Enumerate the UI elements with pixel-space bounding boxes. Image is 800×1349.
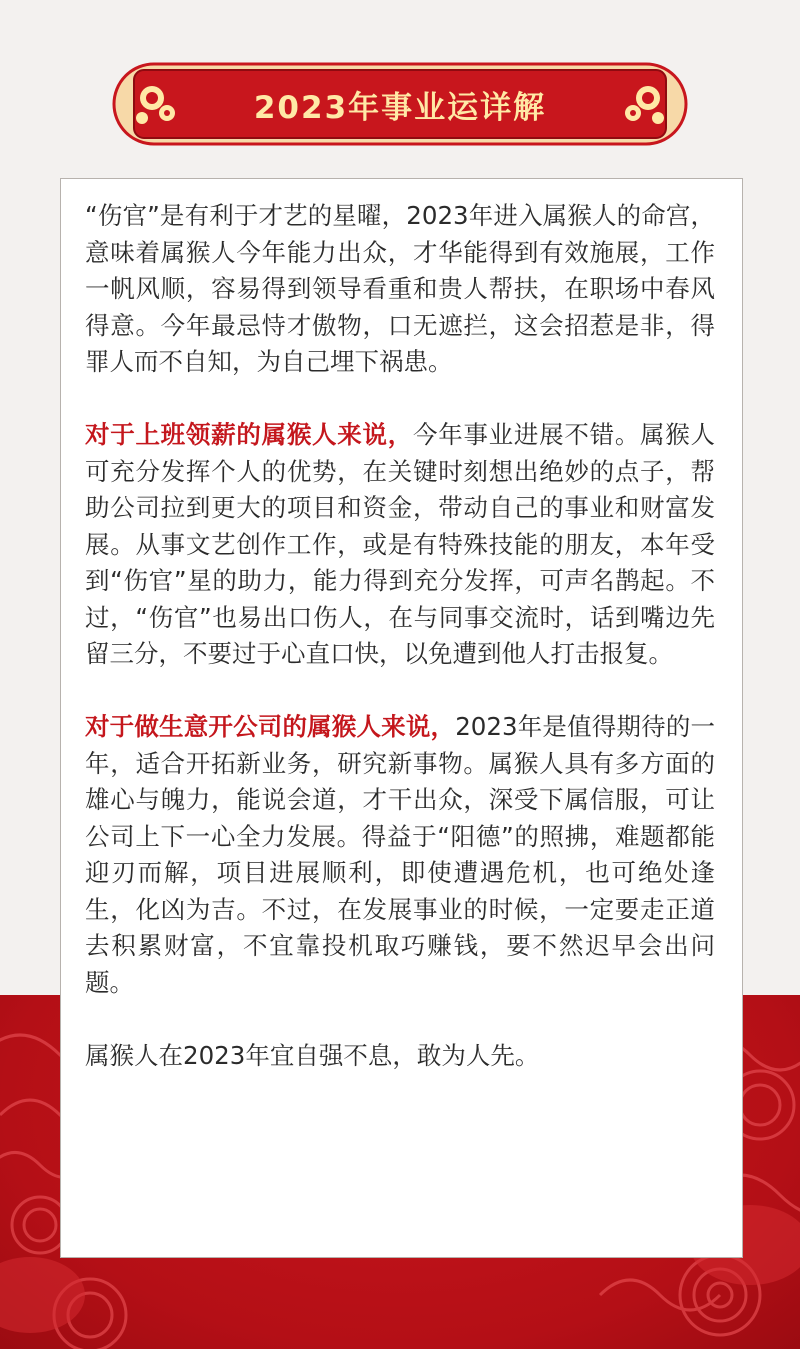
- page-title: 2023年事业运详解: [253, 89, 547, 126]
- title-banner: [112, 58, 688, 150]
- paragraph-text: 属猴人在2023年宜自强不息，敢为人先。: [85, 1040, 540, 1070]
- article-body: [85, 198, 715, 1111]
- paragraph-business: [85, 709, 715, 1001]
- paragraph-text: 2023年是值得期待的一年，适合开拓新业务，研究新事物。属猴人具有多方面的雄心与魄力，能说会道，才干出众，深受下属信服，可让公司上下一心全力发展。得益于“阳德”的照拂，难题都能迎刃而解，项目进展顺利，即使遭遇危机，也可绝处逢生，化凶为吉。不过，在发展事业的时候，一定要走正道去积累财富，不宜靠投机取巧赚钱，要不然迟早会出问题。: [85, 712, 715, 997]
- paragraph-lead: 对于上班领薪的属猴人来说，: [85, 420, 413, 449]
- paragraph-lead: 对于做生意开公司的属猴人来说，: [85, 712, 456, 741]
- paragraph-text: 今年事业进展不错。属猴人可充分发挥个人的优势，在关键时刻想出绝妙的点子，帮助公司拉到更大的项目和资金，带动自己的事业和财富发展。从事文艺创作工作，或是有特殊技能的朋友，本年受到“伤官”星的助力，能力得到充分发挥，可声名鹊起。不过，“伤官”也易出口伤人，在与同事交流时，话到嘴边先留三分，不要过于心直口快，以免遭到他人打击报复。: [85, 420, 716, 668]
- paragraph-intro: [85, 198, 715, 381]
- paragraph-employees: [85, 417, 715, 673]
- paragraph-summary: [85, 1038, 715, 1075]
- paragraph-text: “伤官”是有利于才艺的星曜，2023年进入属猴人的命宫，意味着属猴人今年能力出众，才华能得到有效施展，工作一帆风顺，容易得到领导看重和贵人帮扶，在职场中春风得意。今年最忌恃才傲物，口无遮拦，这会招惹是非，得罪人而不自知，为自己埋下祸患。: [85, 201, 715, 376]
